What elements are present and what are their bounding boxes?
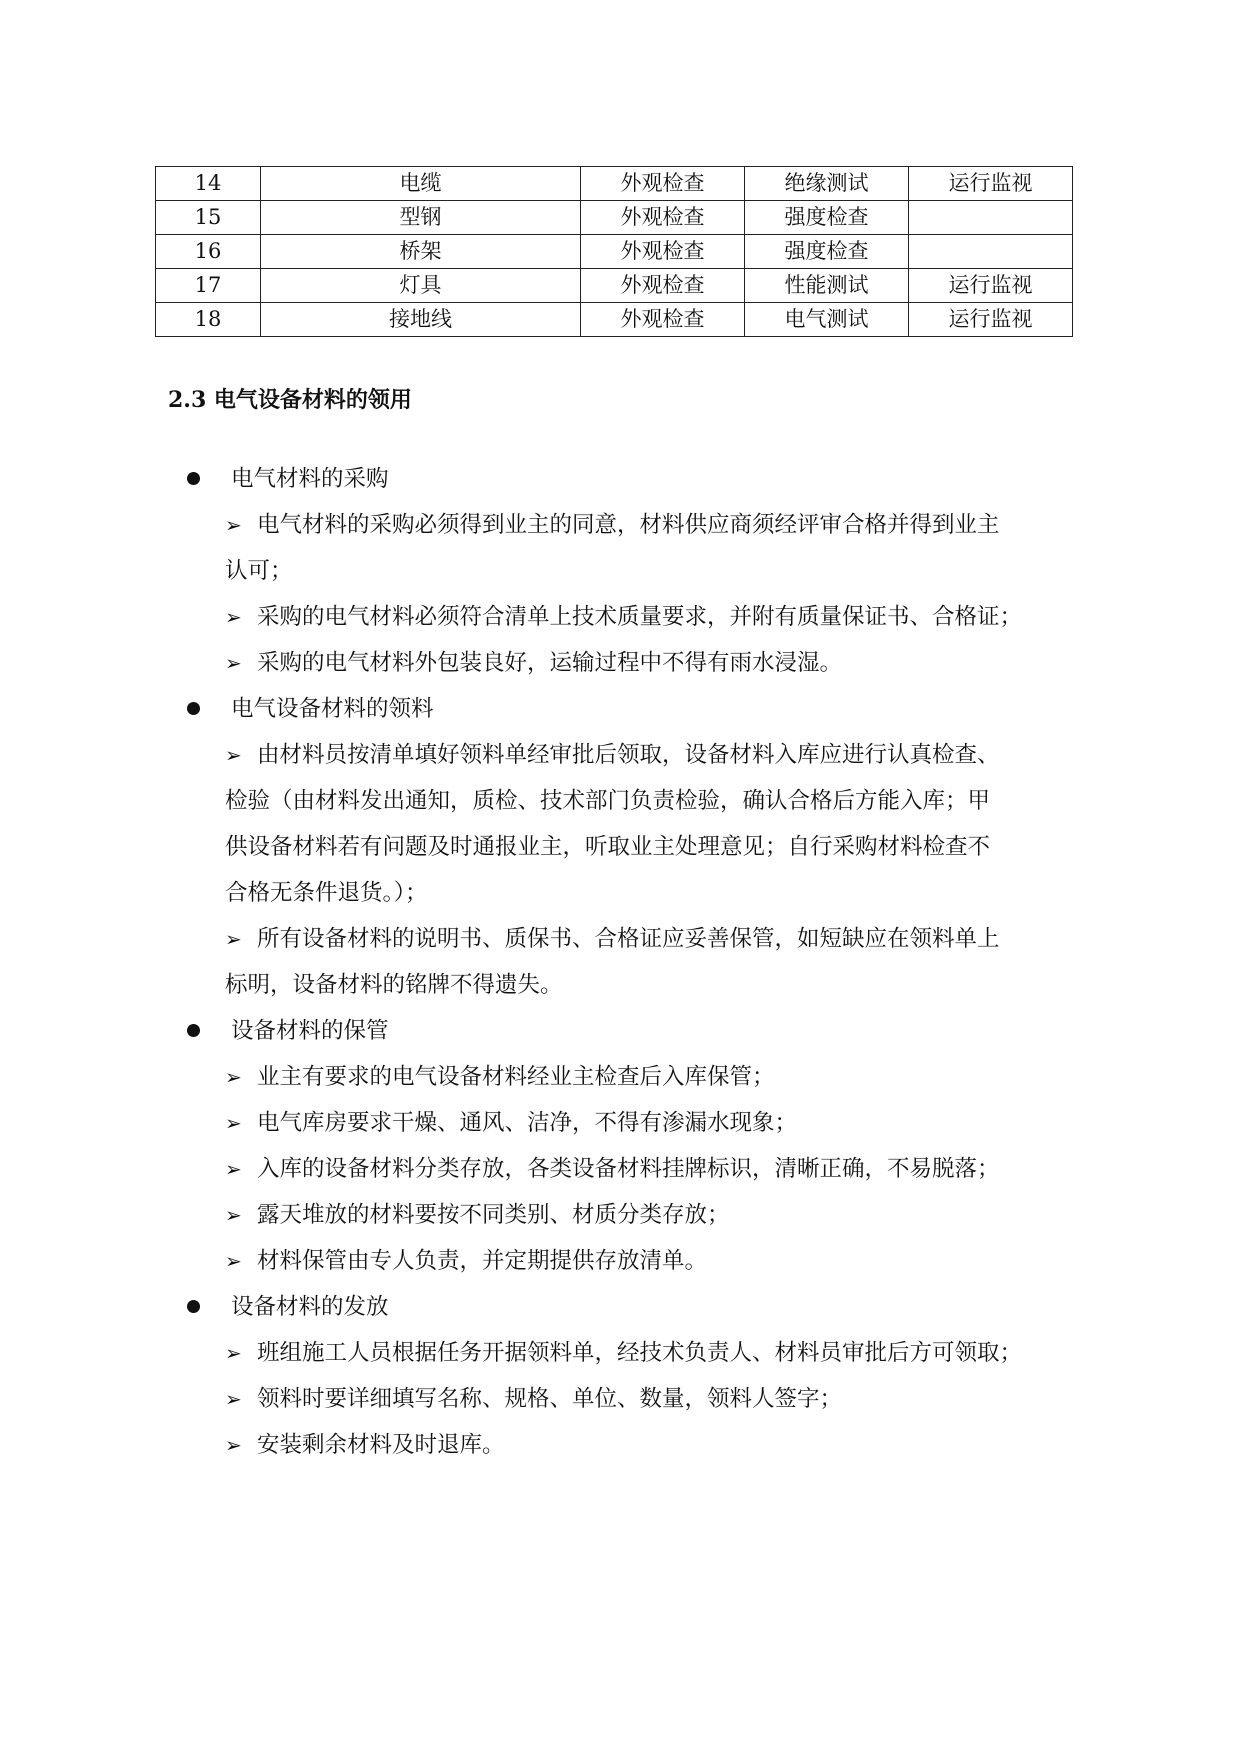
sub-item — [225, 640, 1085, 686]
sub-item-text: 露天堆放的材料要按不同类别、材质分类存放； — [257, 1202, 730, 1228]
sub-item-text: 所有设备材料的说明书、质保书、合格证应妥善保管，如短缺应在领料单上 — [257, 926, 1000, 952]
sub-item-text: 供设备材料若有问题及时通报业主，听取业主处理意见；自行采购材料检查不 — [225, 834, 991, 860]
material-name: 接地线 — [261, 303, 581, 337]
arrowhead-bullet-icon: ➢ — [225, 1111, 242, 1135]
check-1: 外观检查 — [581, 269, 745, 303]
bullet-label: 设备材料的发放 — [231, 1294, 389, 1320]
sub-item-text: 标明，设备材料的铭牌不得遗失。 — [225, 972, 563, 998]
inspection-table — [155, 166, 1073, 337]
arrowhead-bullet-icon: ➢ — [225, 1203, 242, 1227]
sub-item — [225, 1238, 1085, 1284]
material-name: 桥架 — [261, 235, 581, 269]
row-number: 16 — [156, 235, 261, 269]
sub-item-text: 电气材料的采购必须得到业主的同意，材料供应商须经评审合格并得到业主 — [257, 512, 1000, 538]
black-circle-bullet-icon — [187, 1024, 200, 1037]
bullet-label: 电气材料的采购 — [231, 466, 389, 492]
arrowhead-bullet-icon: ➢ — [225, 1157, 242, 1181]
black-circle-bullet-icon — [187, 472, 200, 485]
sub-item — [225, 594, 1085, 640]
black-circle-bullet-icon — [187, 1300, 200, 1313]
arrowhead-bullet-icon: ➢ — [225, 605, 242, 629]
sub-item-text: 班组施工人员根据任务开据领料单，经技术负责人、材料员审批后方可领取； — [257, 1340, 1023, 1366]
check-2: 绝缘测试 — [745, 167, 909, 201]
arrowhead-bullet-icon: ➢ — [225, 743, 242, 767]
material-name: 灯具 — [261, 269, 581, 303]
arrowhead-bullet-icon: ➢ — [225, 1249, 242, 1273]
table-row — [156, 269, 1073, 303]
arrowhead-bullet-icon: ➢ — [225, 651, 242, 675]
arrowhead-bullet-icon: ➢ — [225, 1433, 242, 1457]
check-3 — [909, 235, 1073, 269]
sub-item-text: 检验（由材料发出通知，质检、技术部门负责检验，确认合格后方能入库；甲 — [225, 788, 991, 814]
sub-item-text: 入库的设备材料分类存放，各类设备材料挂牌标识，清晰正确，不易脱落； — [257, 1156, 1000, 1182]
row-number: 15 — [156, 201, 261, 235]
arrowhead-bullet-icon: ➢ — [225, 1387, 242, 1411]
sub-item — [225, 1100, 1085, 1146]
bullet-item — [0, 1008, 1241, 1054]
check-3: 运行监视 — [909, 269, 1073, 303]
sub-item — [225, 502, 1085, 594]
bullet-item — [0, 686, 1241, 732]
sub-item — [225, 1192, 1085, 1238]
sub-item — [225, 1330, 1085, 1376]
sub-item-text: 由材料员按清单填好领料单经审批后领取，设备材料入库应进行认真检查、 — [257, 742, 1000, 768]
sub-item — [225, 1054, 1085, 1100]
table-row — [156, 201, 1073, 235]
sub-item-text: 采购的电气材料必须符合清单上技术质量要求，并附有质量保证书、合格证； — [257, 604, 1023, 630]
check-2: 性能测试 — [745, 269, 909, 303]
sub-item — [225, 1422, 1085, 1468]
check-1: 外观检查 — [581, 167, 745, 201]
sub-item-text: 安装剩余材料及时退库。 — [257, 1432, 505, 1458]
bullet-item — [0, 1284, 1241, 1330]
sub-item — [225, 916, 1085, 1008]
arrowhead-bullet-icon: ➢ — [225, 513, 242, 537]
arrowhead-bullet-icon: ➢ — [225, 927, 242, 951]
sub-item-text: 认可； — [225, 558, 293, 584]
check-3: 运行监视 — [909, 303, 1073, 337]
check-3: 运行监视 — [909, 167, 1073, 201]
table-row — [156, 167, 1073, 201]
sub-item-text: 合格无条件退货。）； — [225, 880, 428, 906]
bullet-label: 设备材料的保管 — [231, 1018, 389, 1044]
material-name: 电缆 — [261, 167, 581, 201]
sub-item-text: 电气库房要求干燥、通风、洁净，不得有渗漏水现象； — [257, 1110, 798, 1136]
sub-item — [225, 732, 1085, 916]
bullet-item — [0, 456, 1241, 502]
bullet-content — [0, 456, 1241, 1468]
table-row — [156, 235, 1073, 269]
table-row — [156, 303, 1073, 337]
arrowhead-bullet-icon: ➢ — [225, 1341, 242, 1365]
check-3 — [909, 201, 1073, 235]
check-1: 外观检查 — [581, 201, 745, 235]
sub-item-text: 材料保管由专人负责，并定期提供存放清单。 — [257, 1248, 708, 1274]
check-1: 外观检查 — [581, 303, 745, 337]
sub-item — [225, 1146, 1085, 1192]
check-2: 强度检查 — [745, 201, 909, 235]
row-number: 14 — [156, 167, 261, 201]
check-2: 强度检查 — [745, 235, 909, 269]
black-circle-bullet-icon — [187, 702, 200, 715]
check-1: 外观检查 — [581, 235, 745, 269]
sub-item-text: 领料时要详细填写名称、规格、单位、数量，领料人签字； — [257, 1386, 843, 1412]
sub-item — [225, 1376, 1085, 1422]
row-number: 17 — [156, 269, 261, 303]
arrowhead-bullet-icon: ➢ — [225, 1065, 242, 1089]
material-name: 型钢 — [261, 201, 581, 235]
row-number: 18 — [156, 303, 261, 337]
section-heading: 2.3 电气设备材料的领用 — [168, 387, 412, 413]
sub-item-text: 采购的电气材料外包装良好，运输过程中不得有雨水浸湿。 — [257, 650, 843, 676]
bullet-label: 电气设备材料的领料 — [231, 696, 434, 722]
sub-item-text: 业主有要求的电气设备材料经业主检查后入库保管； — [257, 1064, 775, 1090]
check-2: 电气测试 — [745, 303, 909, 337]
